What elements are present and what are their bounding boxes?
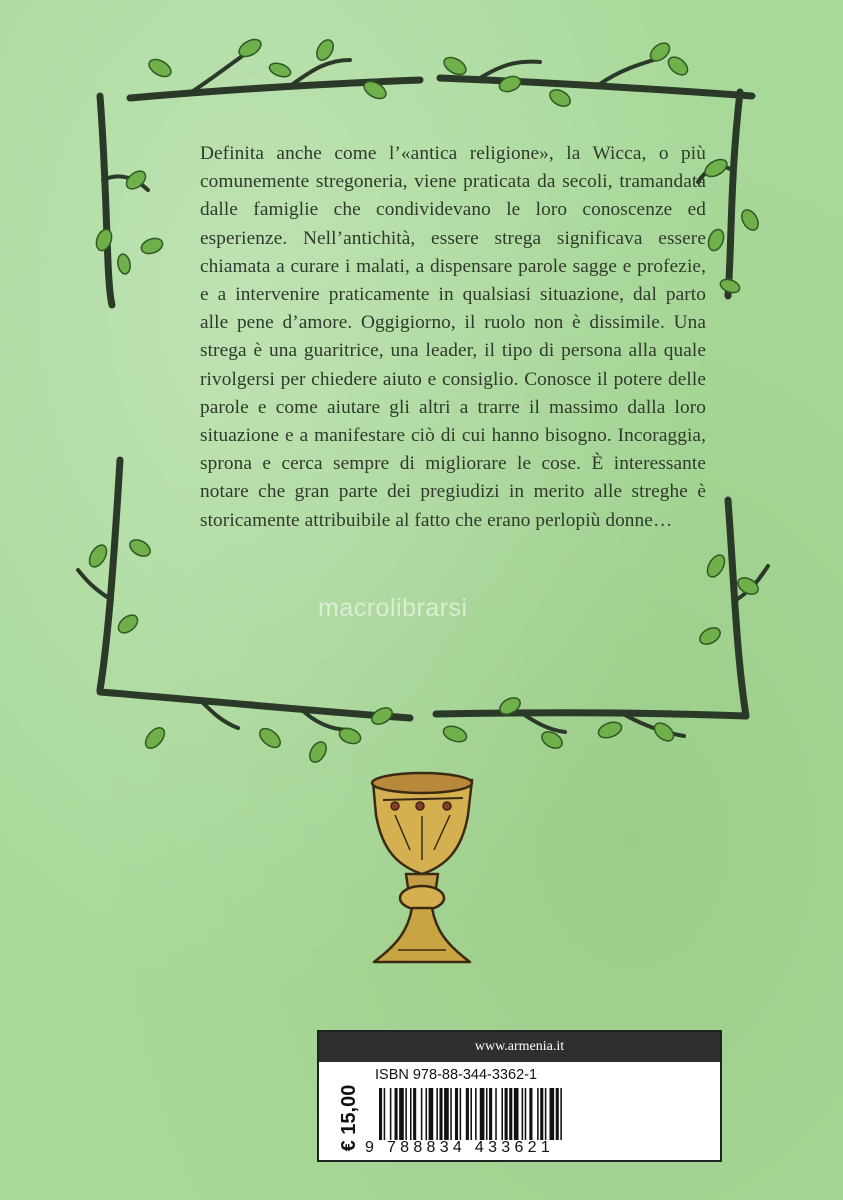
leaf-icon [719, 277, 742, 295]
leaf-icon [665, 54, 691, 79]
leaf-icon [115, 612, 141, 637]
leaf-icon [142, 724, 168, 751]
leaf-icon [116, 253, 131, 275]
barcode-label [317, 1030, 722, 1162]
price: € 15,00 [338, 1084, 360, 1152]
leaf-icon [256, 725, 283, 751]
leaf-icon [146, 56, 174, 80]
leaf-icon [596, 719, 623, 740]
leaf-icon [268, 61, 293, 80]
leaf-icon [497, 74, 522, 95]
watermark: macrolibrarsi [318, 594, 468, 622]
leaf-icon [369, 704, 395, 727]
leaf-icon [127, 536, 153, 559]
leaf-icon [651, 720, 677, 745]
leaf-icon [697, 624, 723, 647]
leaf-icon [704, 552, 728, 580]
leaf-icon [547, 86, 573, 109]
barcode-icon [379, 1088, 709, 1140]
barcode-digits: 9 788834 433621 [365, 1139, 555, 1156]
leaf-icon [313, 37, 336, 63]
leaf-icon [139, 236, 164, 257]
isbn: ISBN 978-88-344-3362-1 [375, 1067, 538, 1083]
leaf-icon [441, 54, 469, 78]
back-cover-blurb: Definita anche come l’«antica religione», la Wicca, o più comunemente stregoneria, viene praticata da secoli, tramandata dalle famiglie che condividevano le loro conoscenze ed esperienze. Nell’antichità, essere strega significava essere chiamata a curare i malati, a dispensare parole sagge e profezie, e a intervenire praticamente in qualsiasi situazione, dal parto alle pene d’amore. Oggigiorno, il ruolo non è dissimile. Una strega è una guaritrice, una leader, il tipo di persona alla quale rivolgersi per chiedere aiuto e consiglio. Conosce il potere delle parole e come aiutare gli altri a trarre il massimo dalla loro situazione e a manifestare ciò di cui hanno bisogno. Incoraggia, sprona e cerca sempre di migliorare le cose. È interessante notare che gran parte dei pregiudizi in merito alle streghe è storicamente attribuibile al fatto che erano perlopiù donne… [200, 143, 706, 531]
chalice-icon [372, 773, 472, 962]
leaf-icon [306, 739, 329, 765]
leaf-icon [702, 156, 730, 180]
leaf-icon [94, 227, 115, 252]
publisher-website: www.armenia.it [319, 1032, 720, 1062]
leaf-icon [441, 723, 468, 744]
leaf-icon [706, 227, 727, 252]
leaf-icon [735, 574, 761, 597]
leaf-icon [86, 542, 110, 570]
leaf-icon [738, 207, 761, 233]
